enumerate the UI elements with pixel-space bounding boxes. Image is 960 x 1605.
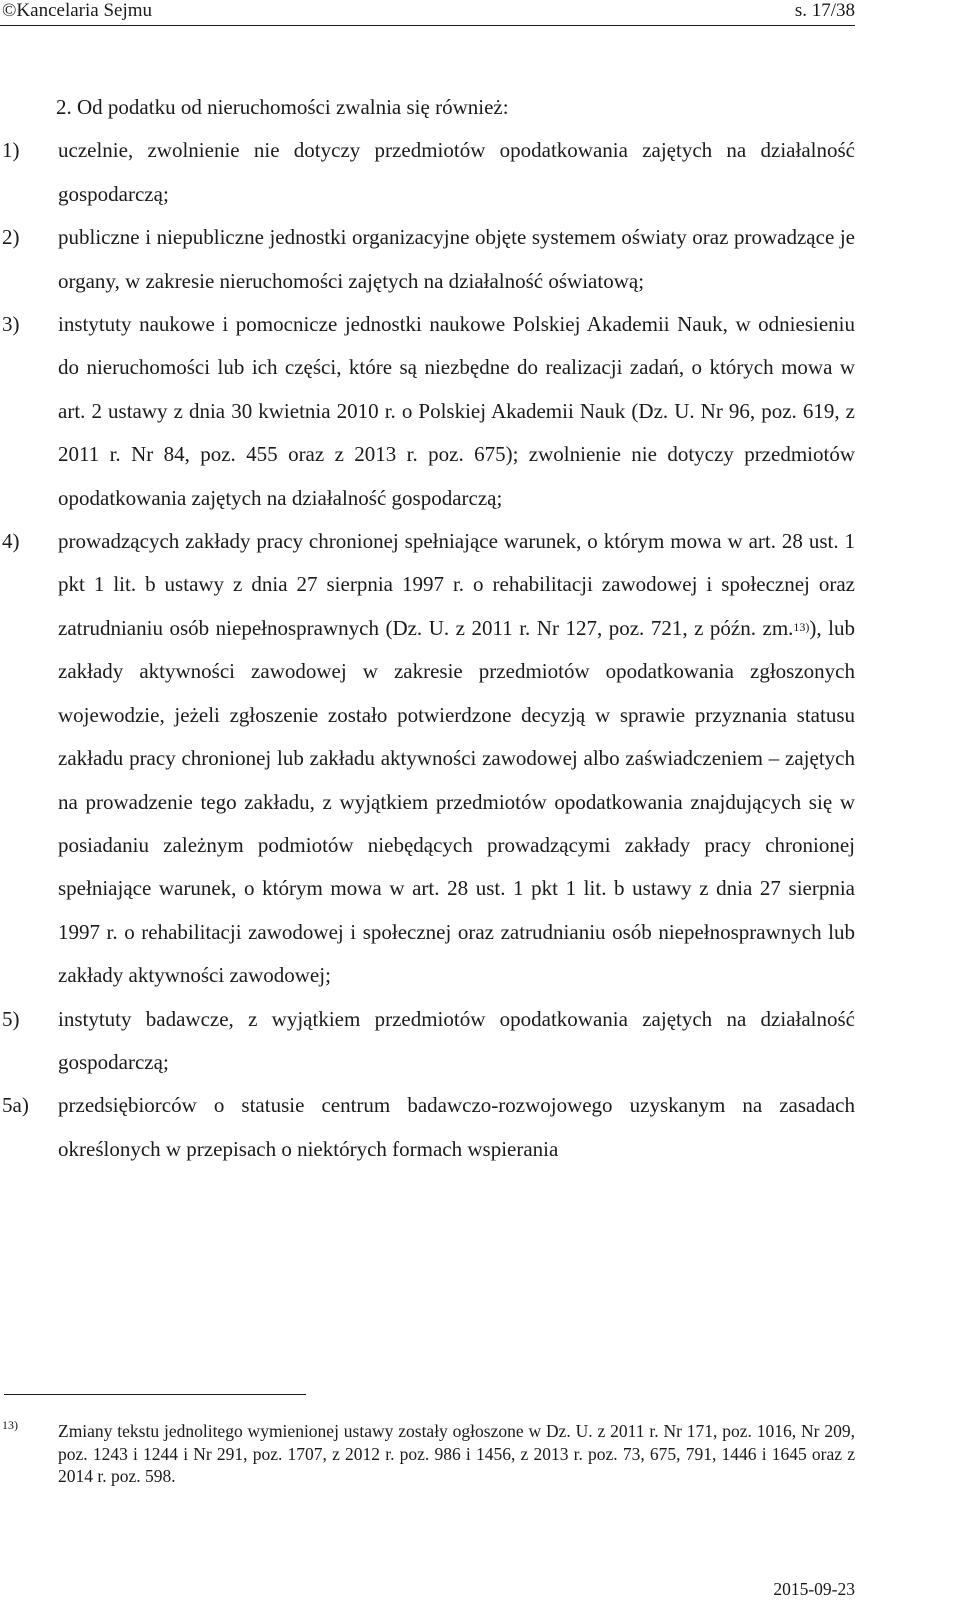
item-text: instytuty badawcze, z wyjątkiem przedmiotów opodatkowania zajętych na działalność gospodarczą; <box>58 1006 855 1074</box>
footnote-text: Zmiany tekstu jednolitego wymienionej ustawy zostały ogłoszone w Dz. U. z 2011 r. Nr 171, poz. 1016, Nr 209, poz. 1243 i 1244 i Nr 291, poz. 1707, z 2012 r. poz. 986 i 1456, z 2013 r. poz. 73, 675, 791, 1446 i 1645 oraz z 2014 r. poz. 598. <box>58 1421 855 1486</box>
list-item <box>0 303 855 520</box>
item-text-part: ), lub zakłady aktywności zawodowej w zakresie przedmiotów opodatkowania zgłoszonych wojewodzie, jeżeli zgłoszenie zostało potwierdzone decyzją w sprawie przyznania statusu zakładu pracy chronionej lub zakładu aktywności zawodowej albo zaświadczeniem – zajętych na prowadzenie tego zakładu, z wyjątkiem przedmiotów opodatkowania znajdujących się w posiadaniu zależnym podmiotów niebędących prowadzącymi zakłady pracy chronionej spełniające warunek, o którym mowa w art. 28 ust. 1 pkt 1 lit. b ustawy z dnia 27 sierpnia 1997 r. o rehabilitacji zawodowej i społecznej oraz zatrudnianiu osób niepełnosprawnych lub zakłady aktywności zawodowej; <box>58 615 855 988</box>
page-header <box>0 0 855 24</box>
item-text <box>58 520 855 997</box>
document-date: 2015-09-23 <box>773 1579 855 1599</box>
item-text: przedsiębiorców o statusie centrum badawczo-rozwojowego uzyskanym na zasadach określonych w przepisach o niektórych formach wspierania <box>58 1093 855 1161</box>
list-item <box>0 520 855 997</box>
header-divider <box>0 25 855 26</box>
footnote-number: 13) <box>2 1418 18 1432</box>
list-item <box>0 1084 855 1171</box>
list-item <box>0 216 855 303</box>
list-item <box>0 998 855 1085</box>
copyright-label: ©Kancelaria Sejmu <box>2 0 153 21</box>
document-body <box>0 86 855 1171</box>
item-text-part: prowadzących zakłady pracy chronionej spełniające warunek, o którym mowa w art. 28 ust. 1 pkt 1 lit. b ustawy z dnia 27 sierpnia 1997 r. o rehabilitacji zawodowej i społecznej oraz zatrudnianiu osób niepełnosprawnych (Dz. U. z 2011 r. Nr 127, poz. 721, z późn. zm. <box>58 529 855 640</box>
item-number: 5) <box>2 1006 20 1031</box>
item-number: 5a) <box>2 1093 29 1118</box>
page-number: s. 17/38 <box>794 0 855 21</box>
list-item <box>0 129 855 216</box>
item-number: 3) <box>2 312 20 337</box>
item-number: 4) <box>2 529 20 554</box>
item-number: 2) <box>2 225 20 250</box>
item-text: uczelnie, zwolnienie nie dotyczy przedmiotów opodatkowania zajętych na działalność gospodarczą; <box>58 138 855 206</box>
footnote-reference[interactable]: 13) <box>793 619 810 634</box>
section-heading: 2. Od podatku od nieruchomości zwalnia się również: <box>56 95 509 119</box>
footnote <box>0 1420 855 1488</box>
item-text: publiczne i niepubliczne jednostki organizacyjne objęte systemem oświaty oraz prowadzące je organy, w zakresie nieruchomości zajętych na działalność oświatową; <box>58 225 855 293</box>
footnote-divider <box>4 1394 306 1395</box>
item-text: instytuty naukowe i pomocnicze jednostki naukowe Polskiej Akademii Nauk, w odniesieniu do nieruchomości lub ich części, które są niezbędne do realizacji zadań, o których mowa w art. 2 ustawy z dnia 30 kwietnia 2010 r. o Polskiej Akademii Nauk (Dz. U. Nr 96, poz. 619, z 2011 r. Nr 84, poz. 455 oraz z 2013 r. poz. 675); zwolnienie nie dotyczy przedmiotów opodatkowania zajętych na działalność gospodarczą; <box>58 312 855 510</box>
item-number: 1) <box>2 138 20 163</box>
